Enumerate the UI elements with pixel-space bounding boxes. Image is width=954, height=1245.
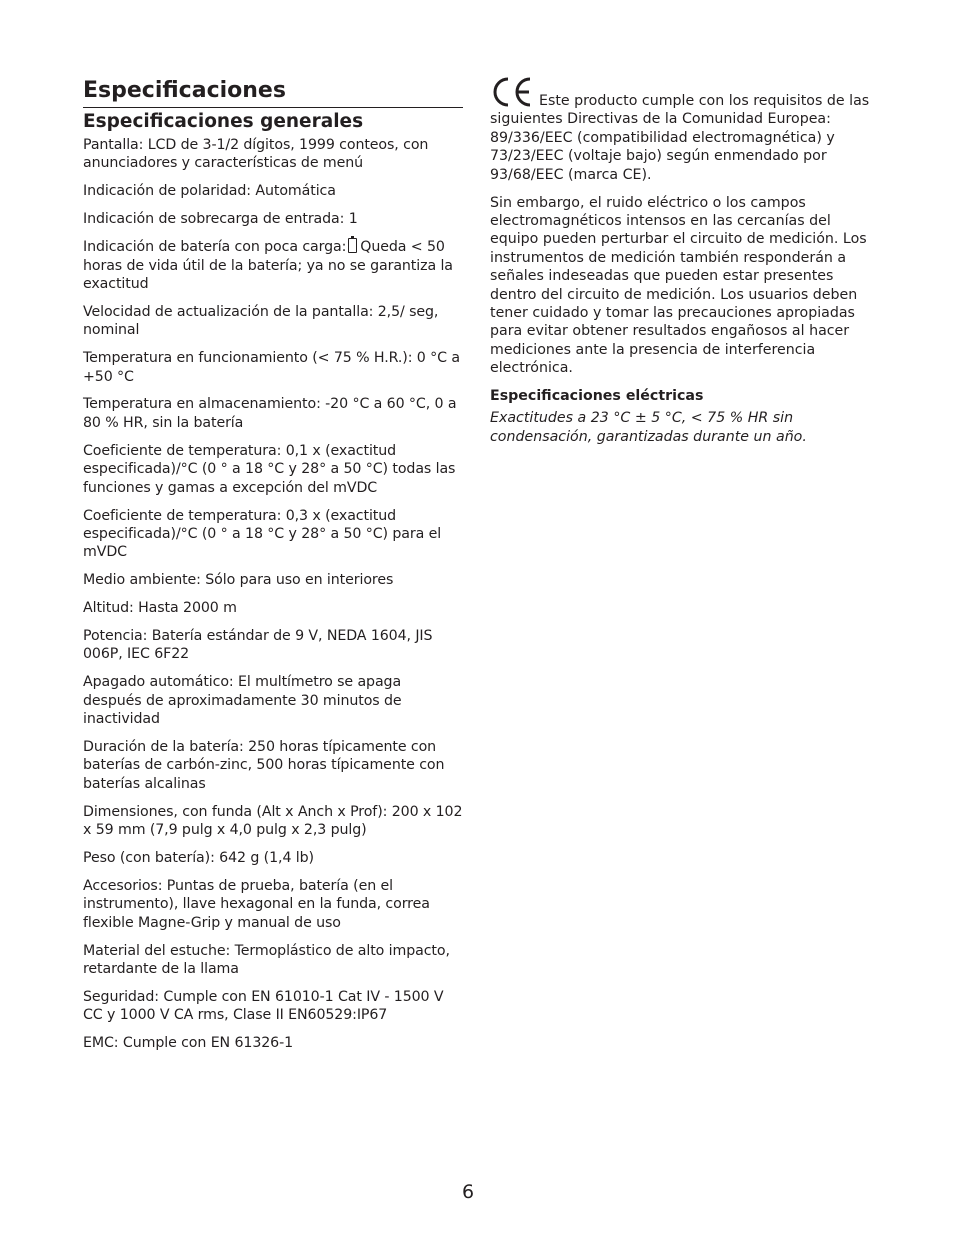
- spec-item: Medio ambiente: Sólo para uso en interiores: [83, 572, 394, 589]
- battery-label: Indicación de batería con poca carga:: [83, 239, 347, 256]
- spec-item: Material del estuche: Termoplástico de alto impacto, retardante de la llama: [83, 942, 450, 978]
- spec-item: Altitud: Hasta 2000 m: [83, 600, 237, 617]
- page-title: Especificaciones: [83, 76, 463, 108]
- page-number: 6: [462, 1181, 475, 1203]
- spec-item: Dimensiones, con funda (Alt x Anch x Prof): 200 x 102 x 59 mm (7,9 pulg x 4,0 pulg x 2,3 pulg): [83, 803, 463, 839]
- electrical-specs-heading: Especificaciones eléctricas: [490, 388, 704, 405]
- right-column: [490, 76, 872, 455]
- spec-item: Accesorios: Puntas de prueba, batería (en el instrumento), llave hexagonal en la funda, correa flexible Magne-Grip y manual de uso: [83, 878, 430, 931]
- ce-paragraph: [490, 76, 872, 184]
- spec-item: Duración de la batería: 250 horas típicamente con baterías de carbón-zinc, 500 horas típicamente con baterías alcalinas: [83, 739, 445, 792]
- interference-paragraph: Sin embargo, el ruido eléctrico o los campos electromagnéticos intensos en las cercanías del equipo pueden perturbar el circuito de medición. Los instrumentos de medición también responderán a señales indeseadas que pueden estar presentes dentro del circuito de medición. Los usuarios deben tener cuidado y tomar las precauciones apropiadas para evitar obtener resultados engañosos al hacer mediciones ante la presencia de interferencia electrónica.: [490, 194, 867, 377]
- battery-note: Queda < 50 horas de vida útil de la batería; ya no se garantiza la exactitud: [83, 239, 453, 292]
- spec-item: Peso (con batería): 642 g (1,4 lb): [83, 850, 314, 867]
- spec-item-battery: [83, 238, 463, 293]
- spec-item: Temperatura en funcionamiento (< 75 % H.R.): 0 °C a +50 °C: [83, 350, 460, 385]
- spec-item: EMC: Cumple con EN 61326-1: [83, 1035, 294, 1052]
- spec-item: Velocidad de actualización de la pantalla: 2,5/ seg, nominal: [83, 303, 439, 339]
- spec-item: Coeficiente de temperatura: 0,3 x (exactitud especificada)/°C (0 ° a 18 °C y 28° a 50 °C) para el mVDC: [83, 507, 442, 561]
- section-subtitle: Especificaciones generales: [83, 111, 364, 132]
- spec-item: Potencia: Batería estándar de 9 V, NEDA 1604, JIS 006P, IEC 6F22: [83, 628, 433, 663]
- spec-item: Pantalla: LCD de 3-1/2 dígitos, 1999 conteos, con anunciadores y características de menú: [83, 137, 429, 172]
- spec-item: Coeficiente de temperatura: 0,1 x (exactitud especificada)/°C (0 ° a 18 °C y 28° a 50 °C) todas las funciones y gamas a excepción del mVDC: [83, 442, 456, 496]
- spec-item: Seguridad: Cumple con EN 61010-1 Cat IV - 1500 V CC y 1000 V CA rms, Clase II EN60529:IP67: [83, 989, 444, 1024]
- left-column: [83, 76, 463, 1062]
- ce-text: Este producto cumple con los requisitos de las siguientes Directivas de la Comunidad Europea: 89/336/EEC (compatibilidad electromagnética) y 73/23/EEC (voltaje bajo) según enmendado por 93/68/EEC (marca CE).: [490, 93, 870, 183]
- ce-mark-icon: [490, 76, 534, 108]
- spec-item: Indicación de sobrecarga de entrada: 1: [83, 211, 358, 228]
- spec-item: Indicación de polaridad: Automática: [83, 183, 336, 200]
- electrical-specs-note: Exactitudes a 23 °C ± 5 °C, < 75 % HR sin condensación, garantizadas durante un año.: [490, 410, 807, 445]
- spec-item: Temperatura en almacenamiento: -20 °C a 60 °C, 0 a 80 % HR, sin la batería: [83, 396, 457, 431]
- battery-icon: [348, 238, 357, 253]
- spec-list: [83, 136, 463, 1053]
- spec-item: Apagado automático: El multímetro se apaga después de aproximadamente 30 minutos de inactividad: [83, 674, 402, 728]
